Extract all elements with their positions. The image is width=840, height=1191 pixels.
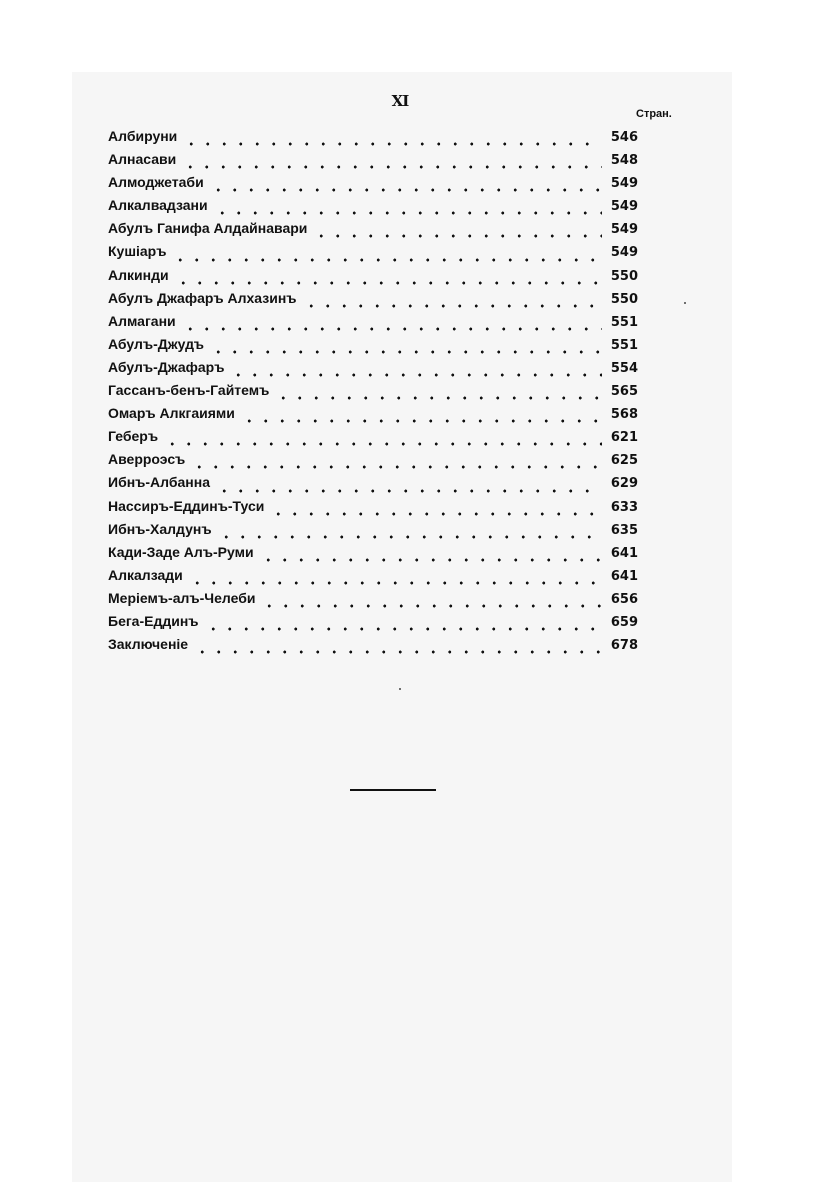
toc-entry-page: 546 xyxy=(610,130,638,145)
toc-entry xyxy=(108,267,638,290)
dot-leader xyxy=(230,365,602,377)
toc-entry-page: 551 xyxy=(610,337,638,353)
toc-entry-page: 641 xyxy=(610,545,638,561)
toc-entry-title: Меріемъ-алъ-Челеби xyxy=(108,589,256,606)
toc-entry-title: Алнасави xyxy=(108,151,177,168)
toc-entry-title: Заключеніе xyxy=(108,636,189,653)
toc-entry xyxy=(108,174,638,197)
toc-entry-page: 549 xyxy=(610,199,638,215)
toc-entry xyxy=(108,290,638,313)
scan-speck xyxy=(399,688,401,690)
toc-entry-page: 549 xyxy=(610,222,638,238)
dot-leader xyxy=(194,642,602,654)
toc-entry-title: Алкалвадзани xyxy=(108,197,208,214)
dot-leader xyxy=(303,296,603,308)
toc-entry-page: 659 xyxy=(610,614,638,630)
dot-leader xyxy=(183,134,602,146)
toc-entry xyxy=(108,613,638,636)
toc-entry-title: Абулъ Ганифа Алдайнавари xyxy=(108,220,308,237)
toc-entry-page: 625 xyxy=(610,453,638,469)
toc-entry xyxy=(108,474,638,497)
toc-entry-title: Омаръ Алкгаиями xyxy=(108,405,235,422)
dot-leader xyxy=(260,550,602,562)
toc-entry-title: Албируни xyxy=(108,128,178,144)
toc-entry xyxy=(108,428,638,451)
toc-entry xyxy=(108,521,638,544)
dot-leader xyxy=(191,457,602,469)
toc-entry xyxy=(108,359,638,382)
dot-leader xyxy=(205,619,602,631)
dot-leader xyxy=(218,527,602,539)
dot-leader xyxy=(261,596,602,608)
page-column-header: Стран. xyxy=(636,108,672,120)
toc-entry-page: 551 xyxy=(610,314,638,330)
toc-entry-title: Алмагани xyxy=(108,312,176,329)
toc-entry-page: 550 xyxy=(610,268,638,284)
toc-entry-page: 641 xyxy=(610,568,638,584)
toc-entry-page: 656 xyxy=(610,591,638,607)
toc-entry xyxy=(108,336,638,359)
dot-leader xyxy=(275,388,602,400)
toc-entry-title: Абулъ Джафаръ Алхазинъ xyxy=(108,289,297,306)
dot-leader xyxy=(210,180,602,192)
toc-entry-page: 554 xyxy=(610,360,638,376)
toc-entry xyxy=(108,451,638,474)
toc-entry xyxy=(108,128,638,151)
toc-entry-title: Алкинди xyxy=(108,266,169,283)
page-number: XI xyxy=(391,92,409,110)
toc-entry xyxy=(108,636,638,659)
toc-entry-page: 549 xyxy=(610,245,638,261)
toc-entry-page: 633 xyxy=(610,499,638,515)
toc-entry-page: 635 xyxy=(610,522,638,538)
toc-entry-page: 621 xyxy=(610,430,638,446)
toc-entry xyxy=(108,151,638,174)
dot-leader xyxy=(216,481,602,493)
toc-entry-title: Бега-Еддинъ xyxy=(108,612,199,629)
toc-entry-page: 568 xyxy=(610,407,638,423)
toc-entry-page: 548 xyxy=(610,153,638,169)
toc-entry xyxy=(108,197,638,220)
scan-speck xyxy=(684,302,686,304)
toc-entry-title: Нассиръ-Еддинъ-Туси xyxy=(108,497,265,514)
toc-entry-title: Абулъ-Джудъ xyxy=(108,335,204,352)
toc-entry-title: Алмоджетаби xyxy=(108,174,204,191)
end-rule xyxy=(350,789,436,791)
dot-leader xyxy=(270,504,602,516)
toc-entry-title: Кади-Заде Алъ-Руми xyxy=(108,543,254,560)
dot-leader xyxy=(189,573,602,585)
toc-entry-title: Кушіаръ xyxy=(108,243,167,260)
dot-leader xyxy=(182,319,602,331)
dot-leader xyxy=(214,203,602,215)
dot-leader xyxy=(182,157,602,169)
toc-entry xyxy=(108,405,638,428)
toc-entry-title: Ибнъ-Албанна xyxy=(108,474,210,491)
toc-entry xyxy=(108,220,638,243)
table-of-contents xyxy=(108,128,638,659)
toc-entry-page: 629 xyxy=(610,476,638,492)
toc-entry-title: Алкалзади xyxy=(108,566,183,583)
toc-entry-title: Абулъ-Джафаръ xyxy=(108,358,225,375)
toc-entry xyxy=(108,498,638,521)
toc-entry xyxy=(108,544,638,567)
toc-entry xyxy=(108,313,638,336)
toc-entry-title: Гассанъ-бенъ-Гайтемъ xyxy=(108,382,270,399)
toc-entry xyxy=(108,590,638,613)
toc-entry-page: 550 xyxy=(610,291,638,307)
toc-entry-title: Аверроэсъ xyxy=(108,451,186,468)
dot-leader xyxy=(210,342,602,354)
dot-leader xyxy=(164,434,602,446)
toc-entry-page: 565 xyxy=(610,384,638,400)
toc-entry-title: Геберъ xyxy=(108,428,159,445)
dot-leader xyxy=(175,273,602,285)
toc-entry-title: Ибнъ-Халдунъ xyxy=(108,520,212,537)
toc-entry-page: 678 xyxy=(610,638,638,654)
toc-entry xyxy=(108,382,638,405)
dot-leader xyxy=(241,411,602,423)
toc-entry xyxy=(108,243,638,266)
dot-leader xyxy=(313,226,602,238)
toc-entry-page: 549 xyxy=(610,176,638,192)
dot-leader xyxy=(172,250,602,262)
toc-entry xyxy=(108,567,638,590)
